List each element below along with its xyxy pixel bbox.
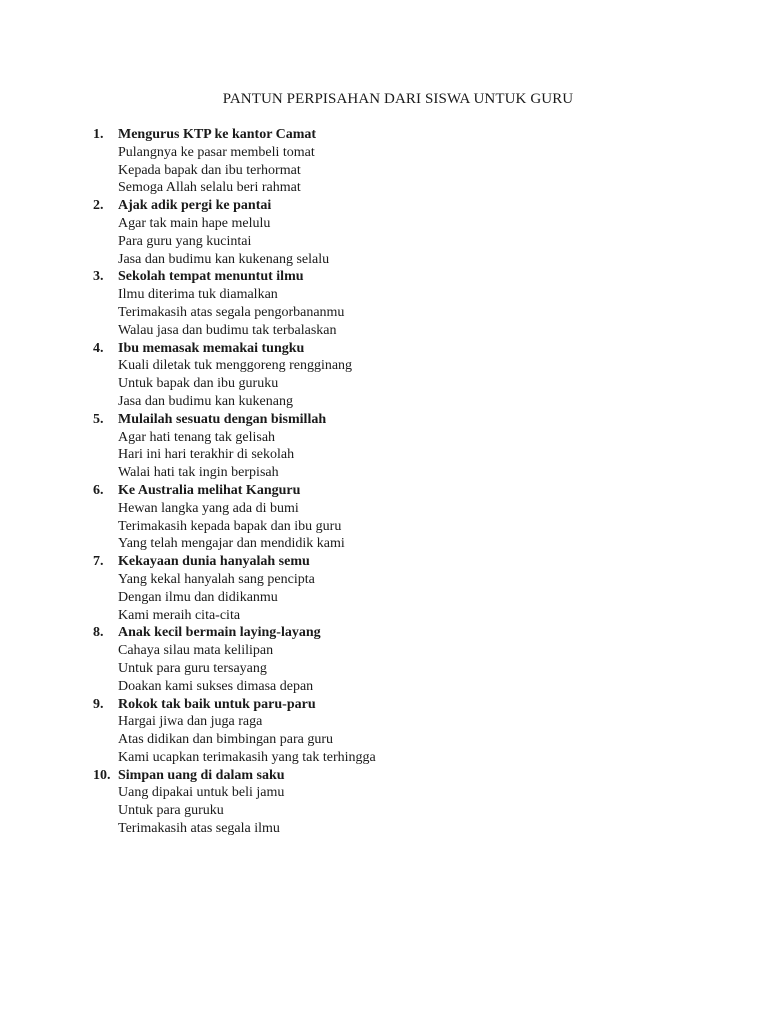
pantun-line: Uang dipakai untuk beli jamu xyxy=(118,785,285,801)
pantun-line: Jasa dan budimu kan kukenang selalu xyxy=(118,251,330,267)
pantun-lines xyxy=(118,571,376,624)
pantun-item xyxy=(93,268,376,339)
pantun-lines xyxy=(118,642,376,695)
pantun-line: Yang kekal hanyalah sang pencipta xyxy=(118,571,315,587)
pantun-heading: Mulailah sesuatu dengan bismillah xyxy=(118,411,327,427)
pantun-lines xyxy=(118,144,376,197)
pantun-item xyxy=(93,197,376,268)
pantun-number: 3. xyxy=(93,269,104,285)
pantun-line: Untuk bapak dan ibu guruku xyxy=(118,376,279,392)
pantun-item xyxy=(93,767,376,838)
pantun-line: Yang telah mengajar dan mendidik kami xyxy=(118,536,345,552)
pantun-line: Terimakasih atas segala pengorbananmu xyxy=(118,304,345,320)
pantun-item xyxy=(93,340,376,411)
pantun-line: Walau jasa dan budimu tak terbalaskan xyxy=(118,322,337,338)
pantun-line: Untuk para guruku xyxy=(118,803,224,819)
document-title: PANTUN PERPISAHAN DARI SISWA UNTUK GURU xyxy=(222,91,574,107)
pantun-line: Atas didikan dan bimbingan para guru xyxy=(118,732,334,748)
pantun-number: 6. xyxy=(93,482,104,498)
pantun-lines xyxy=(118,500,376,553)
pantun-line: Hargai jiwa dan juga raga xyxy=(118,714,263,730)
pantun-number: 10. xyxy=(93,767,111,783)
pantun-line: Jasa dan budimu kan kukenang xyxy=(118,393,293,409)
pantun-number: 9. xyxy=(93,696,104,712)
pantun-line: Terimakasih atas segala ilmu xyxy=(118,821,280,837)
pantun-line: Hewan langka yang ada di bumi xyxy=(118,500,299,516)
pantun-line: Ilmu diterima tuk diamalkan xyxy=(118,287,278,303)
pantun-line: Semoga Allah selalu beri rahmat xyxy=(118,180,301,196)
pantun-line: Hari ini hari terakhir di sekolah xyxy=(118,447,295,463)
pantun-heading: Anak kecil bermain laying-layang xyxy=(118,625,321,641)
pantun-heading: Simpan uang di dalam saku xyxy=(118,767,285,783)
pantun-heading: Sekolah tempat menuntut ilmu xyxy=(118,269,304,285)
pantun-lines xyxy=(118,357,376,410)
pantun-list xyxy=(93,126,376,838)
pantun-heading: Rokok tak baik untuk paru-paru xyxy=(118,696,316,712)
pantun-item xyxy=(93,126,376,197)
pantun-number: 8. xyxy=(93,625,104,641)
pantun-heading: Mengurus KTP ke kantor Camat xyxy=(118,127,317,142)
pantun-item xyxy=(93,553,376,624)
pantun-item xyxy=(93,696,376,767)
pantun-line: Dengan ilmu dan didikanmu xyxy=(118,589,278,605)
pantun-lines xyxy=(118,784,376,837)
pantun-line: Kepada bapak dan ibu terhormat xyxy=(118,162,301,178)
pantun-heading: Ajak adik pergi ke pantai xyxy=(118,198,272,214)
pantun-line: Kuali diletak tuk menggoreng rengginang xyxy=(118,358,353,374)
pantun-line: Cahaya silau mata kelilipan xyxy=(118,643,274,659)
pantun-line: Agar tak main hape melulu xyxy=(118,215,271,231)
pantun-lines xyxy=(118,215,376,268)
pantun-item xyxy=(93,411,376,482)
pantun-item xyxy=(93,482,376,553)
pantun-line: Walai hati tak ingin berpisah xyxy=(118,465,279,481)
pantun-line: Doakan kami sukses dimasa depan xyxy=(118,678,314,694)
pantun-line: Kami ucapkan terimakasih yang tak terhingga xyxy=(118,749,376,765)
pantun-line: Kami meraih cita-cita xyxy=(118,607,241,623)
pantun-item xyxy=(93,624,376,695)
pantun-line: Untuk para guru tersayang xyxy=(118,660,267,676)
pantun-number: 7. xyxy=(93,554,104,570)
pantun-line: Pulangnya ke pasar membeli tomat xyxy=(118,144,315,160)
pantun-lines xyxy=(118,713,376,766)
pantun-lines xyxy=(118,429,376,482)
pantun-lines xyxy=(118,286,376,339)
pantun-number: 5. xyxy=(93,411,104,427)
pantun-line: Agar hati tenang tak gelisah xyxy=(118,429,276,445)
pantun-line: Para guru yang kucintai xyxy=(118,233,252,249)
pantun-heading: Kekayaan dunia hanyalah semu xyxy=(118,554,310,570)
pantun-number: 1. xyxy=(93,127,104,142)
pantun-line: Terimakasih kepada bapak dan ibu guru xyxy=(118,518,342,534)
pantun-heading: Ibu memasak memakai tungku xyxy=(118,340,305,356)
pantun-number: 4. xyxy=(93,340,104,356)
pantun-number: 2. xyxy=(93,198,104,214)
pantun-heading: Ke Australia melihat Kanguru xyxy=(118,482,301,498)
